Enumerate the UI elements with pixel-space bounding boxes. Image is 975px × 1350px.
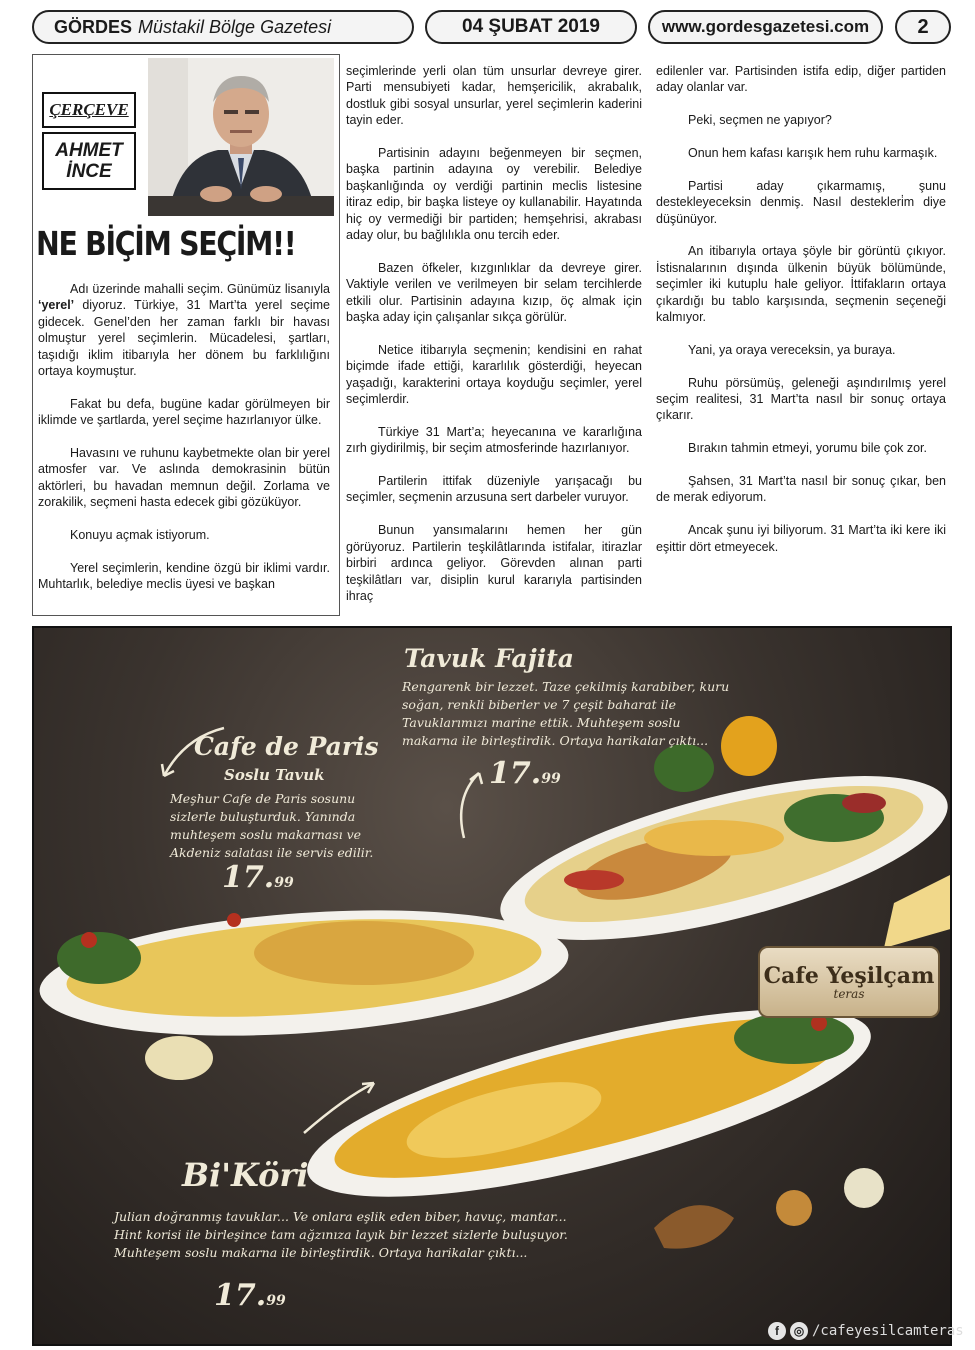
author-last: İNCE <box>66 161 112 182</box>
paragraph: Netice itibarıyla seçmenin; kendisini en rahat biçimde ifade ettiği, kararlılık gösterdiği, heyecan yaşadığı, karakterini ortaya koyduğu seçimler, yerel seçimlerdir. <box>346 342 642 407</box>
masthead <box>32 10 414 44</box>
paragraph: Fakat bu defa, bugüne kadar görülmeyen bir iklimde ve şartlarda, yerel seçime hazırlanıyor ülke. <box>38 396 330 428</box>
fajita-price: 17.99 <box>489 756 561 791</box>
emphasis: ‘yerel’ <box>38 298 75 313</box>
paragraph: Partisinin adayını beğenmeyen bir seçmen, başka partinin adayına oy verebilir. Belediye başkanlığında oy verdiği partinin meclis listesine itiraz edip, bir başka listeye oy kullanabilir. Hayatında hiç oy vermediği bir partiden; hemşehrisi, akrabası aday olur, bu bağlılıkla onu tercih eder. <box>346 146 642 243</box>
fajita-title: Tavuk Fajita <box>404 644 575 673</box>
author-first: AHMET <box>55 140 123 161</box>
article-headline: NE BİÇİM SEÇİM!! <box>36 224 296 263</box>
paragraph: edilenler var. Partisinden istifa edip, diğer partiden aday olanlar var. <box>656 64 946 95</box>
paragraph: seçimlerinde yerli olan tüm unsurlar devreye girer. Parti mensubiyeti kadar, hemşericilik, akrabalık, dostluk gibi sosyal unsurlar, yerel seçimlerin kaderini tayin eder. <box>346 64 642 128</box>
section-label: ÇERÇEVE <box>42 92 136 128</box>
fajita-description: Rengarenk bir lezzet. Taze çekilmiş karabiber, kuru soğan, renkli biberler ve 7 çeşit baharat ile Tavuklarımızı marine ettik. Muhteşem soslu makarna ile birleştirdik. Ortaya harikalar çıktı... <box>402 679 730 748</box>
article-column-3 <box>656 63 946 571</box>
paper-name: GÖRDES <box>54 16 133 37</box>
brand-tagline: teras <box>833 987 865 1001</box>
cafe-de-paris-plate <box>35 895 572 1080</box>
cafe-de-paris-description: Meşhur Cafe de Paris sosunu sizlerle buluşturduk. Yanında muhteşem soslu makarnası ve Akdeniz salatası ile servis edilir. <box>170 791 374 860</box>
author-photo <box>148 58 334 216</box>
paragraph: Ruhu pörsümüş, geleneği aşındırılmış yerel seçim realitesi, 31 Mart’ta nasıl bir sonuç ortaya çıkarır. <box>656 375 946 423</box>
cafe-de-paris-title: Cafe de Paris <box>194 732 379 761</box>
paragraph: An itibarıyla ortaya şöyle bir görüntü çıkıyor. İstisnalarının dışında ülkenin büyük bölümünde, seçimler iki kutuplu hale geliyor. İttifakların ortaya çıkardığı bu tablo karşısında, seçmenin seçeneği kalmıyor. <box>656 244 946 325</box>
paragraph: Bırakın tahmin etmeyi, yorumu bile çok zor. <box>688 441 927 456</box>
paragraph: Havasını ve ruhunu kaybetmekte olan bir yerel atmosfer var. Ve aslında demokrasinin bütün aktörleri, bu havadan memnun değil. Zorlama ve zorakilik, seçmeni hasta edecek gibi gözüküyor. <box>38 446 330 510</box>
cafe-de-paris-price: 17.99 <box>222 860 294 895</box>
paragraph: Partilerin ittifak düzeniyle yarışacağı bu seçimler, seçmenin arzusuna sert darbeler vuruyor. <box>346 474 642 505</box>
paragraph: Konuyu açmak istiyorum. <box>70 528 210 543</box>
paragraph: Türkiye 31 Mart’a; heyecanına ve kararlığına zırh giydirilmiş, bir seçim atmosferinde hazırlanıyor. <box>346 424 642 456</box>
paragraph: Ancak şunu iyi biliyorum. 31 Mart’ta iki kere iki eşittir dört etmeyecek. <box>656 523 946 554</box>
cafe-de-paris-subtitle: Soslu Tavuk <box>224 766 325 784</box>
paragraph: Bazen öfkeler, kızgınlıklar da devreye girer. Vaktiyle verilen ve verilmeyen bir selam tercihlerde etkili olur. Partisinin adayına kızıp, öç almak için başka aday için çalışanlar sıkça görülür. <box>346 260 642 325</box>
social-handle[interactable] <box>768 1322 964 1340</box>
garnish-decor <box>654 1168 884 1249</box>
paper-subtitle: Müstakil Bölge Gazetesi <box>138 16 332 37</box>
paragraph: Adı üzerinde mahalli seçim. Günümüz lisanıyla ‘yerel’ diyoruz. Türkiye, 31 Mart’ta yerel seçime gidecek. Genel’den her zaman farklı bir havası olmuştur yerel seçimlerin. Mücadelesi, şartları, taşıdığı iklim itibarıyla her dönem bu farklılığını ortaya koymuştur. <box>38 282 330 379</box>
column-label <box>42 92 136 192</box>
paragraph: Peki, seçmen ne yapıyor? <box>688 113 832 128</box>
paragraph: Şahsen, 31 Mart’ta nasıl bir sonuç çıkar, ben de merak ediyorum. <box>656 474 946 505</box>
bi-kori-title: Bi'Köri <box>182 1156 309 1194</box>
social-handle-text: /cafeyesilcamteras <box>812 1323 964 1339</box>
bi-kori-description: Julian doğranmış tavuklar... Ve onlara eşlik eden biber, havuç, mantar... Hint korisi ile birleşince tam ağzınıza layık bir lezzet sizlerle buluşuyor. Muhteşem soslu makarna ile birleştirdik. Ortaya harikalar çıktı... <box>114 1209 568 1260</box>
paragraph: Partisi aday çıkarmamış, şunu destekleyeceksin denmiş. Nasıl destekleri̇m diye düşünüyor. <box>656 178 946 226</box>
paragraph: Onun hem kafası karışık hem ruhu karmaşık. <box>688 146 938 160</box>
paragraph: Yani, ya oraya vereceksin, ya buraya. <box>688 342 896 357</box>
author-name <box>42 132 136 190</box>
paragraph: Bunun yansımalarını hemen her gün görüyoruz. Partilerin teşkilâtlarında istifalar, itirazlar birbiri ardınca geliyor. Görevden alınan parti teşkilâtları var, disiplin kurul kararıyla partisinden ihraç <box>346 523 642 603</box>
page-number: 2 <box>895 10 951 44</box>
facebook-icon[interactable]: f <box>768 1322 786 1340</box>
article-column-2 <box>346 63 642 621</box>
paragraph: Yerel seçimlerin, kendine özgü bir iklimi vardır. Muhtarlık, belediye meclis üyesi ve başkan <box>38 560 330 592</box>
bi-kori-price: 17.99 <box>214 1278 286 1313</box>
brand-name: Cafe Yeşilçam <box>763 963 935 989</box>
article-column-1 <box>38 281 330 609</box>
instagram-icon[interactable]: ◎ <box>790 1322 808 1340</box>
issue-date: 04 ŞUBAT 2019 <box>425 10 637 44</box>
website-link[interactable]: www.gordesgazetesi.com <box>648 10 883 44</box>
cafe-logo <box>758 946 940 1018</box>
